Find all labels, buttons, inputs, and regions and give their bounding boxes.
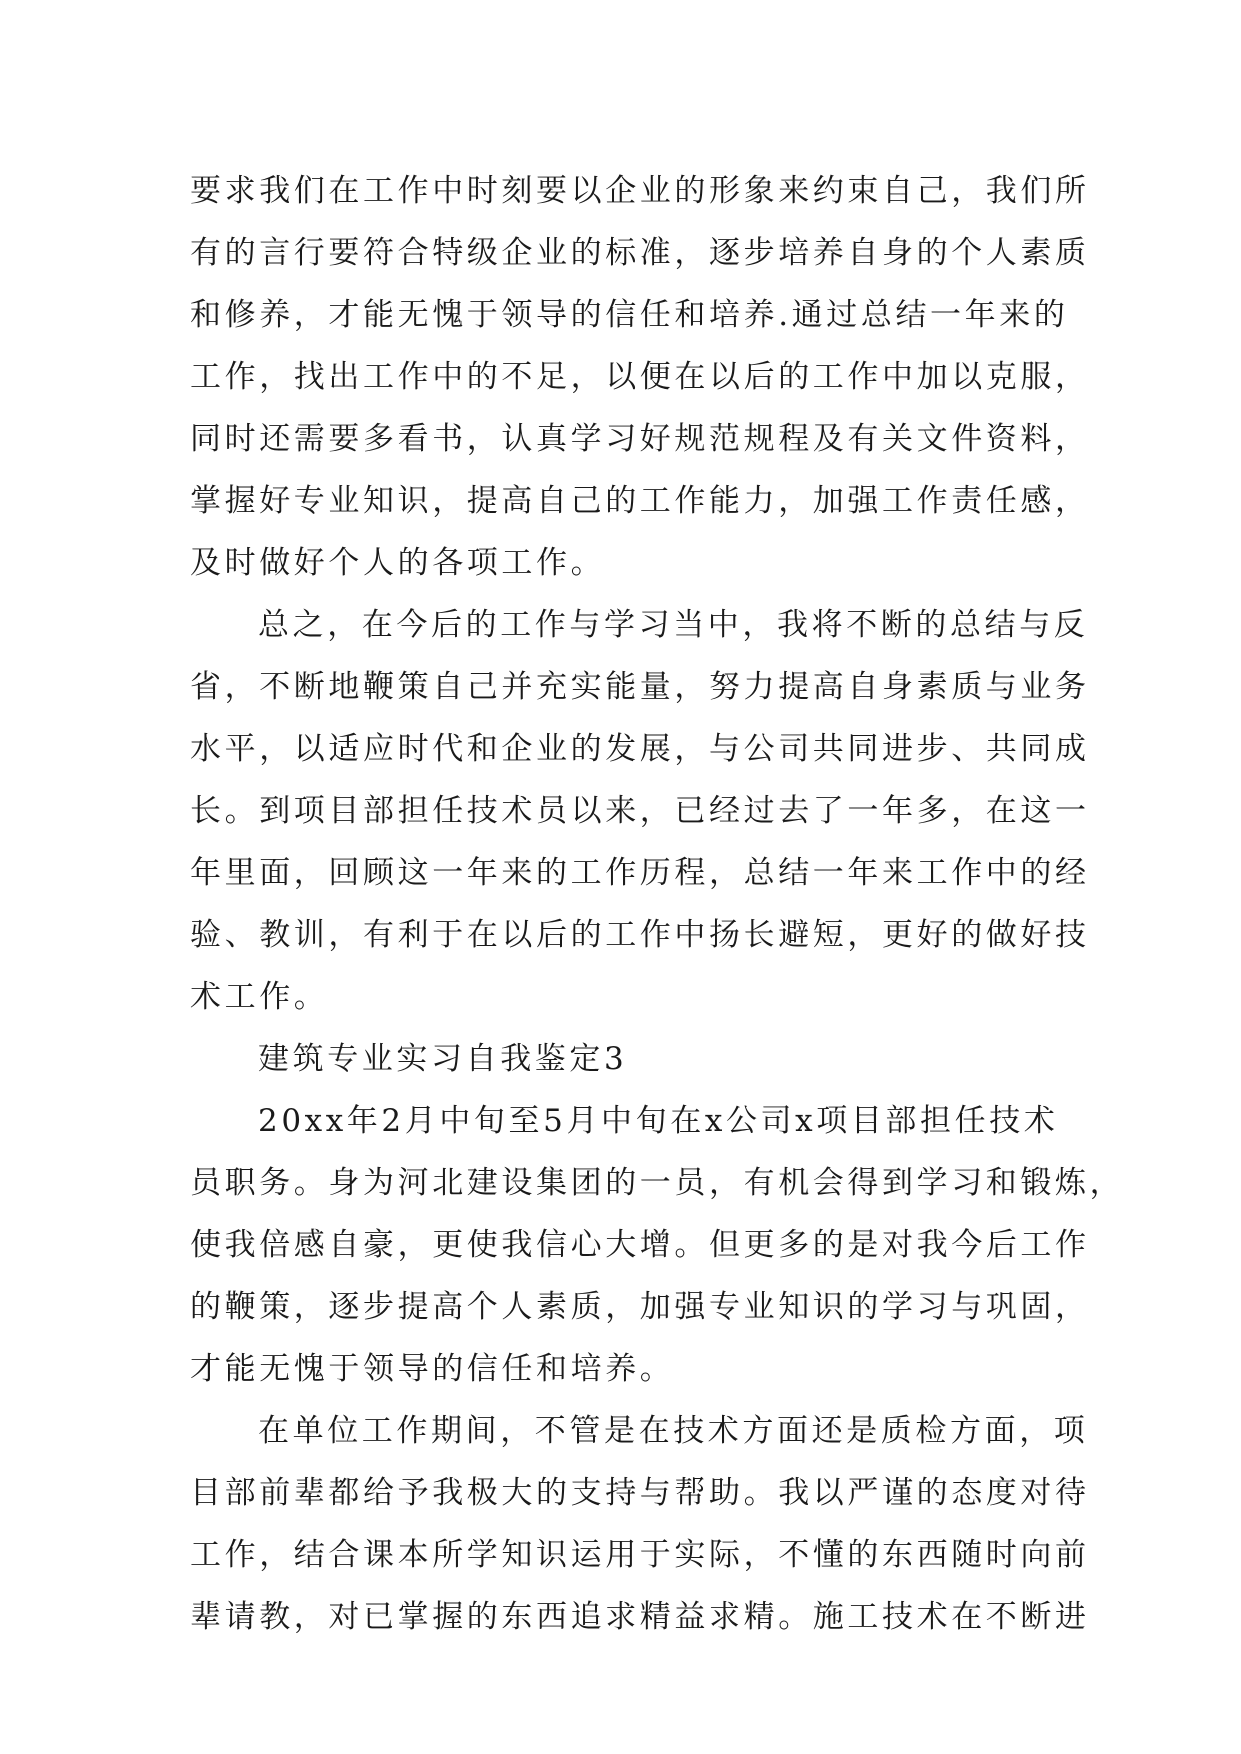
- text-line: 年里面，回顾这一年来的工作历程，总结一年来工作中的经: [190, 855, 1090, 891]
- paragraph-first-line: 在单位工作期间，不管是在技术方面还是质检方面，项: [258, 1413, 1089, 1449]
- text-line: 工作，结合课本所学知识运用于实际，不懂的东西随时向前: [190, 1537, 1090, 1573]
- document-body: [190, 160, 1125, 1648]
- text-line: 水平，以适应时代和企业的发展，与公司共同进步、共同成: [190, 731, 1090, 767]
- text-line: 同时还需要多看书，认真学习好规范规程及有关文件资料，: [190, 421, 1090, 457]
- text-line: 目部前辈都给予我极大的支持与帮助。我以严谨的态度对待: [190, 1475, 1090, 1511]
- text-line: 使我倍感自豪，更使我信心大增。但更多的是对我今后工作: [190, 1227, 1090, 1263]
- text-line: 长。到项目部担任技术员以来，已经过去了一年多，在这一: [190, 793, 1090, 829]
- text-line: 的鞭策，逐步提高个人素质，加强专业知识的学习与巩固，: [190, 1289, 1090, 1325]
- text-line: 验、教训，有利于在以后的工作中扬长避短，更好的做好技: [190, 917, 1090, 953]
- text-line: 掌握好专业知识，提高自己的工作能力，加强工作责任感，: [190, 483, 1090, 519]
- text-line: 才能无愧于领导的信任和培养。: [190, 1351, 675, 1387]
- text-line: 辈请教，对已掌握的东西追求精益求精。施工技术在不断进: [190, 1599, 1090, 1635]
- paragraph-first-line: 总之，在今后的工作与学习当中，我将不断的总结与反: [258, 607, 1089, 643]
- text-line: 和修养，才能无愧于领导的信任和培养.通过总结一年来的: [190, 297, 1069, 333]
- text-line: 员职务。身为河北建设集团的一员，有机会得到学习和锻炼，: [190, 1165, 1125, 1201]
- text-line: 省，不断地鞭策自己并充实能量，努力提高自身素质与业务: [190, 669, 1090, 705]
- text-line: 工作，找出工作中的不足，以便在以后的工作中加以克服，: [190, 359, 1090, 395]
- text-line: 有的言行要符合特级企业的标准，逐步培养自身的个人素质: [190, 235, 1090, 271]
- text-line: 要求我们在工作中时刻要以企业的形象来约束自己，我们所: [190, 173, 1090, 209]
- section-heading: 建筑专业实习自我鉴定3: [258, 1041, 628, 1077]
- text-line: 及时做好个人的各项工作。: [190, 545, 606, 581]
- paragraph-first-line: 20xx年2月中旬至5月中旬在x公司x项目部担任技术: [258, 1103, 1059, 1139]
- text-line: 术工作。: [190, 979, 329, 1015]
